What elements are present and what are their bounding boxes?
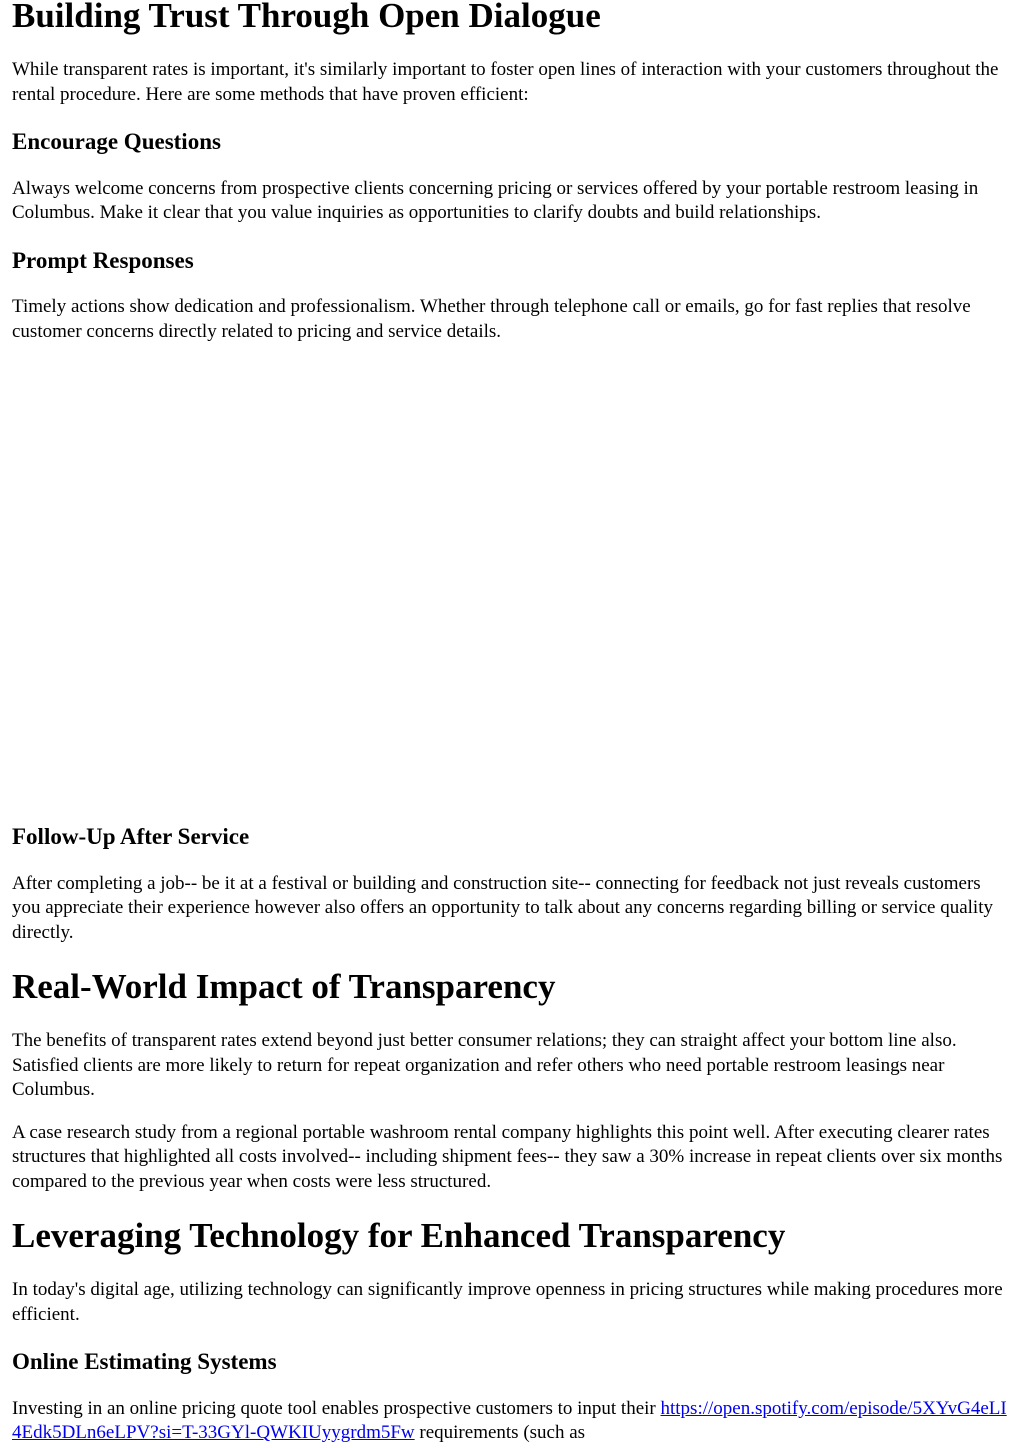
- heading-leveraging-technology: Leveraging Technology for Enhanced Transparency: [12, 1216, 786, 1256]
- online-quote-text-after-link: requirements (such as: [414, 1422, 586, 1444]
- heading-online-estimating-systems: Online Estimating Systems: [12, 1349, 277, 1375]
- blank-image-placeholder: [12, 362, 1012, 802]
- paragraph-encourage-questions: Always welcome concerns from prospective clients concerning pricing or services offered by your portable restroom leasing in Columbus. Make it clear that you value inquiries as opportunities to clarify doubts and build relationships.: [12, 177, 979, 224]
- paragraph-prompt-responses: Timely actions show dedication and professionalism. Whether through telephone call or emails, go for fast replies that resolve customer concerns directly related to pricing and service details.: [12, 296, 971, 342]
- heading-encourage-questions: Encourage Questions: [12, 129, 221, 154]
- heading-follow-up-after-service: Follow-Up After Service: [12, 824, 250, 850]
- heading-prompt-responses: Prompt Responses: [12, 247, 194, 273]
- paragraph-case-study: A case research study from a regional portable washroom rental company highlights this point well. After executing clearer rates structures that highlighted all costs involved-- including shipment fees-- they saw a 30% increase in repeat clients over six months compared to the previous year when costs were less structured.: [12, 1121, 1003, 1192]
- heading-real-world-impact: Real-World Impact of Transparency: [12, 967, 556, 1007]
- paragraph-follow-up-after-service: After completing a job-- be it at a festival or building and construction site-- connecting for feedback not just reveals customers you appreciate their experience however also offers an opportunity to talk about any concerns regarding billing or service quality directly.: [12, 872, 993, 943]
- online-quote-text-before-link: Investing in an online pricing quote tool enables prospective customers to input their: [12, 1397, 661, 1419]
- paragraph-online-quote-tool: [12, 1397, 1012, 1446]
- paragraph-technology-intro: In today's digital age, utilizing technology can significantly improve openness in pricing structures while making procedures more efficient.: [12, 1279, 1003, 1325]
- spotify-episode-link[interactable]: https://open.spotify.com/episode/5XYvG4eLI4Edk5DLn6eLPV?si=T-33GYl-QWKIUyygrdm5Fw: [12, 1397, 1007, 1444]
- paragraph-building-trust-intro: While transparent rates is important, it's similarly important to foster open lines of interaction with your customers throughout the rental procedure. Here are some methods that have proven efficient:: [12, 59, 999, 105]
- paragraph-impact-benefits: The benefits of transparent rates extend beyond just better consumer relations; they can straight affect your bottom line also. Satisfied clients are more likely to return for repeat organization and refer others who need portable restroom leasings near Columbus.: [12, 1030, 957, 1101]
- heading-building-trust: Building Trust Through Open Dialogue: [12, 0, 601, 35]
